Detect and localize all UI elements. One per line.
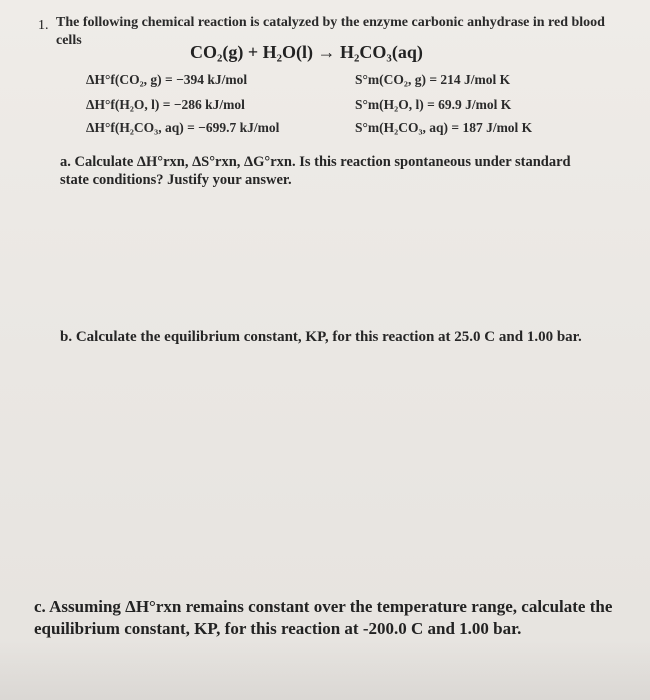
enthalpy-h2o: ΔH°f(H₂O, l) = −286 kJ/mol	[86, 97, 245, 112]
enthalpy-co2: ΔH°f(CO₂, g) = −394 kJ/mol	[86, 72, 248, 87]
entropy-h2o: S°m(H₂O, l) = 69.9 J/mol K	[355, 97, 512, 112]
entropy-co2: S°m(CO₂, g) = 214 J/mol K	[355, 72, 511, 87]
reaction-equation: CO₂(g) + H₂O(l) → H₂CO₃(aq)	[190, 42, 423, 62]
part-c-prompt: c. Assuming ΔH°rxn remains constant over the temperature range, calculate the equilibrium constant, KP, for this reaction at -200.0 C and 1.00 bar.	[34, 597, 613, 638]
part-b-prompt: b. Calculate the equilibrium constant, KP, for this reaction at 25.0 C and 1.00 bar.	[60, 329, 582, 345]
question-intro: The following chemical reaction is catalyzed by the enzyme carbonic anhydrase in red blood cells	[56, 15, 605, 48]
question-number: 1.	[38, 18, 49, 33]
part-a-prompt: a. Calculate ΔH°rxn, ΔS°rxn, ΔG°rxn. Is this reaction spontaneous under standard state conditions? Justify your answer.	[60, 154, 571, 188]
entropy-h2co3: S°m(H₂CO₃, aq) = 187 J/mol K	[355, 120, 533, 135]
page-shadow	[0, 640, 650, 700]
enthalpy-h2co3: ΔH°f(H₂CO₃, aq) = −699.7 kJ/mol	[86, 120, 280, 135]
